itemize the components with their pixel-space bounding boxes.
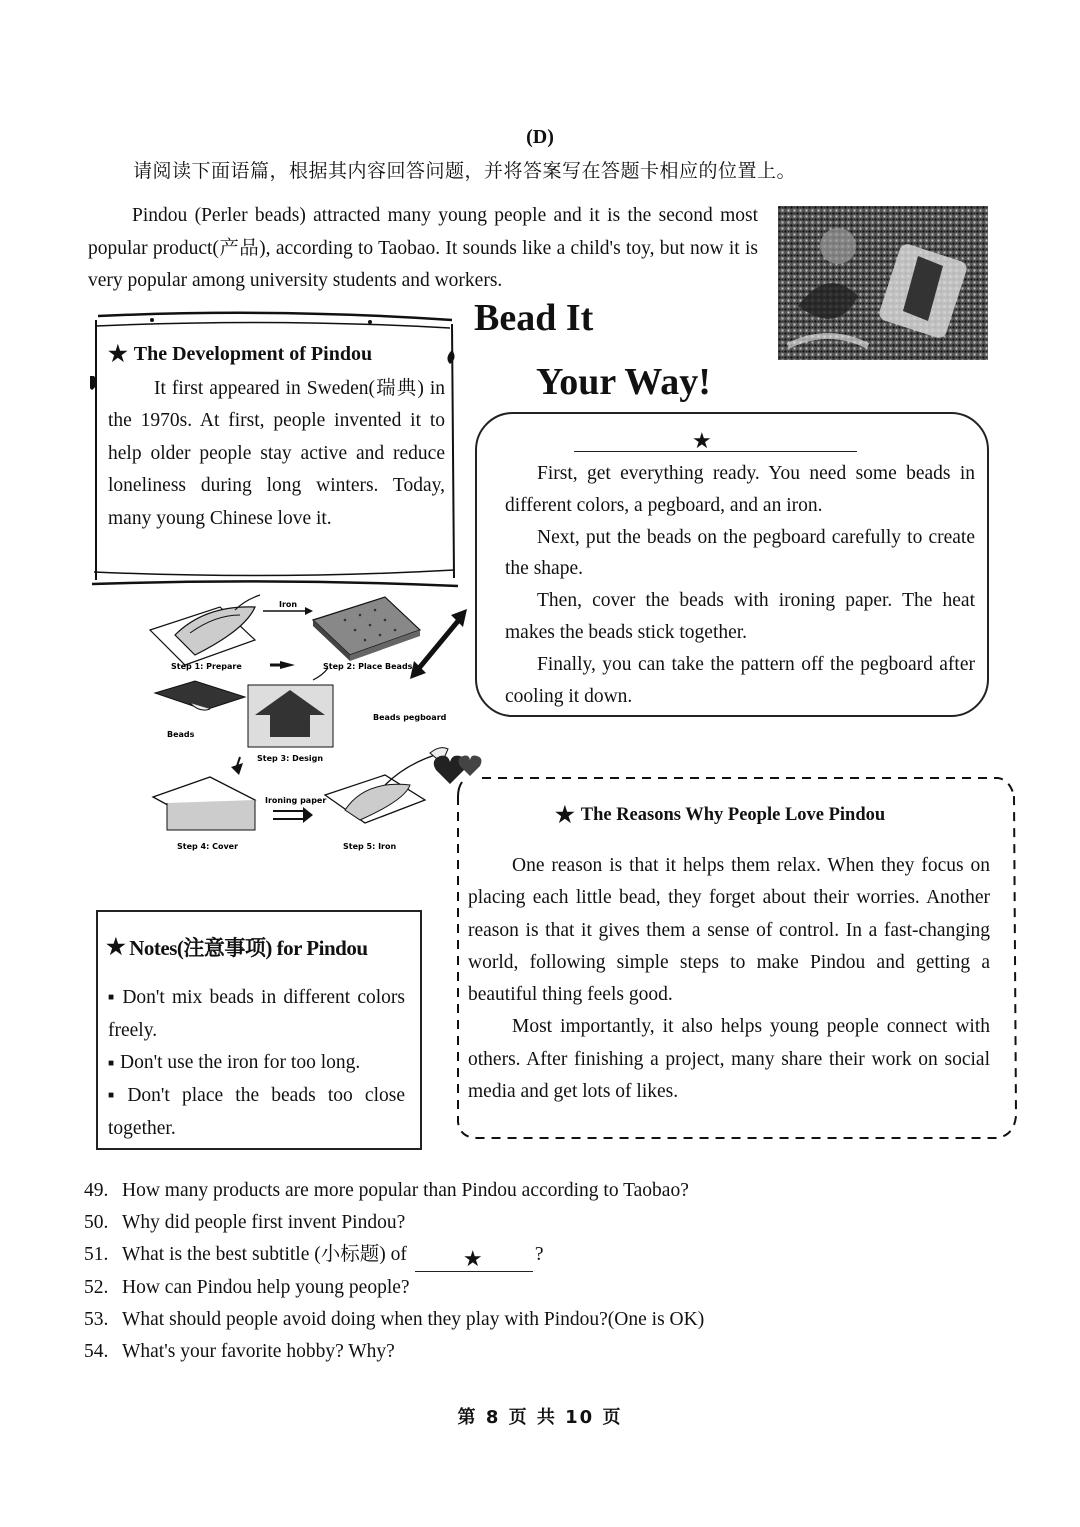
diagram-step1: Step 1: Prepare <box>171 662 242 671</box>
development-heading-text: The Development of Pindou <box>133 343 373 365</box>
question-text: Why did people first invent Pindou? <box>122 1212 406 1234</box>
star-icon: ★ <box>108 341 128 366</box>
steps-star-icon: ★ <box>692 428 712 453</box>
title-line-2: Your Way! <box>536 361 711 403</box>
question-text-before: What is the best subtitle (小标题) of <box>122 1244 407 1266</box>
blank-star-icon: ★ <box>462 1245 483 1271</box>
question-text: How can Pindou help young people? <box>122 1276 410 1298</box>
bullet-icon: ■ <box>108 1090 122 1102</box>
reasons-heading-text: The Reasons Why People Love Pindou <box>580 804 886 825</box>
step-paragraph: Then, cover the beads with ironing paper. The heat makes the beads stick together. <box>505 590 975 643</box>
question-item <box>84 1239 704 1271</box>
diagram-iron-label: Iron <box>279 600 298 609</box>
question-text: What's your favorite hobby? Why? <box>122 1341 395 1363</box>
question-text: How many products are more popular than Pindou according to Taobao? <box>122 1180 689 1201</box>
bullet-icon: ■ <box>108 1057 115 1069</box>
question-text: What should people avoid doing when they play with Pindou?(One is OK) <box>122 1308 705 1330</box>
star-icon: ★ <box>106 934 126 959</box>
process-diagram <box>145 585 475 855</box>
note-text: Don't place the beads too close together. <box>108 1085 405 1139</box>
bullet-icon: ■ <box>108 992 117 1004</box>
question-item <box>84 1336 704 1368</box>
diagram-step3: Step 3: Design <box>257 754 324 763</box>
question-text <box>122 1239 544 1271</box>
list-item <box>108 1047 405 1080</box>
question-item <box>84 1272 704 1304</box>
development-text: It first appeared in Sweden(瑞典) in the 1970s. At first, people invented it to help older people stay active and reduce loneliness during long winters. Today, many young Chinese love it. <box>108 377 445 529</box>
reasons-heading <box>555 802 885 828</box>
diagram-step2: Step 2: Place Beads <box>323 662 413 671</box>
question-number: 50. <box>84 1212 109 1234</box>
instructions: 请阅读下面语篇，根据其内容回答问题，并将答案写在答题卡相应的位置上。 <box>133 160 797 182</box>
reasons-paragraph: One reason is that it helps them relax. When they focus on placing each little bead, they forget about their worries. Another reason is that it gives them a sense of control. In a fast-changing world, following simple steps to make Pindou and getting a beautiful thing feels good. <box>468 855 990 1006</box>
subtitle-blank-line <box>574 451 857 452</box>
step-paragraph: Finally, you can take the pattern off the pegboard after cooling it down. <box>505 653 975 707</box>
intro-paragraph <box>88 200 758 298</box>
question-number: 51. <box>84 1244 109 1266</box>
question-item <box>84 1207 704 1239</box>
answer-blank <box>415 1247 533 1272</box>
question-number: 53. <box>84 1308 109 1330</box>
notes-list <box>108 982 405 1145</box>
intro-text: Pindou (Perler beads) attracted many young people and it is the second most popular product(产品), according to Taobao. It sounds like a child's toy, but now it is very popular among university students and workers. <box>88 205 758 291</box>
title-line-1: Bead It <box>474 297 594 339</box>
reasons-paragraph: Most importantly, it also helps young people connect with others. After finishing a project, many share their work on social media and get lots of likes. <box>468 1016 990 1103</box>
question-text-after: ? <box>534 1244 544 1266</box>
diagram-step4: Step 4: Cover <box>177 842 239 851</box>
note-text: Don't use the iron for too long. <box>120 1052 361 1074</box>
question-number: 49. <box>84 1180 109 1201</box>
diagram-ironing-paper: Ironing paper <box>265 796 327 805</box>
note-text: Don't mix beads in different colors freely. <box>108 987 405 1041</box>
pindou-photo <box>778 206 988 360</box>
question-number: 54. <box>84 1341 109 1363</box>
question-item <box>84 1304 704 1336</box>
list-item <box>108 1080 405 1145</box>
diagram-beads-pegboard: Beads pegboard <box>373 713 447 722</box>
steps-text <box>505 458 975 712</box>
page-footer: 第 8 页 共 10 页 <box>457 1407 623 1428</box>
diagram-beads: Beads <box>167 730 195 739</box>
question-item <box>84 1175 704 1207</box>
development-box <box>108 338 445 535</box>
development-heading <box>108 338 445 371</box>
section-label: (D) <box>526 126 554 148</box>
questions-list <box>84 1175 704 1368</box>
diagram-step5: Step 5: Iron <box>343 842 397 851</box>
step2-illustration <box>313 597 420 661</box>
notes-heading-text: Notes(注意事项) for Pindou <box>129 936 368 960</box>
notes-heading <box>106 932 368 962</box>
step-paragraph: Next, put the beads on the pegboard carefully to create the shape. <box>505 526 975 580</box>
list-item <box>108 982 405 1047</box>
step-paragraph: First, get everything ready. You need some beads in different colors, a pegboard, and an iron. <box>505 463 975 516</box>
reasons-text <box>468 850 990 1108</box>
question-number: 52. <box>84 1276 109 1298</box>
star-icon: ★ <box>555 802 575 827</box>
